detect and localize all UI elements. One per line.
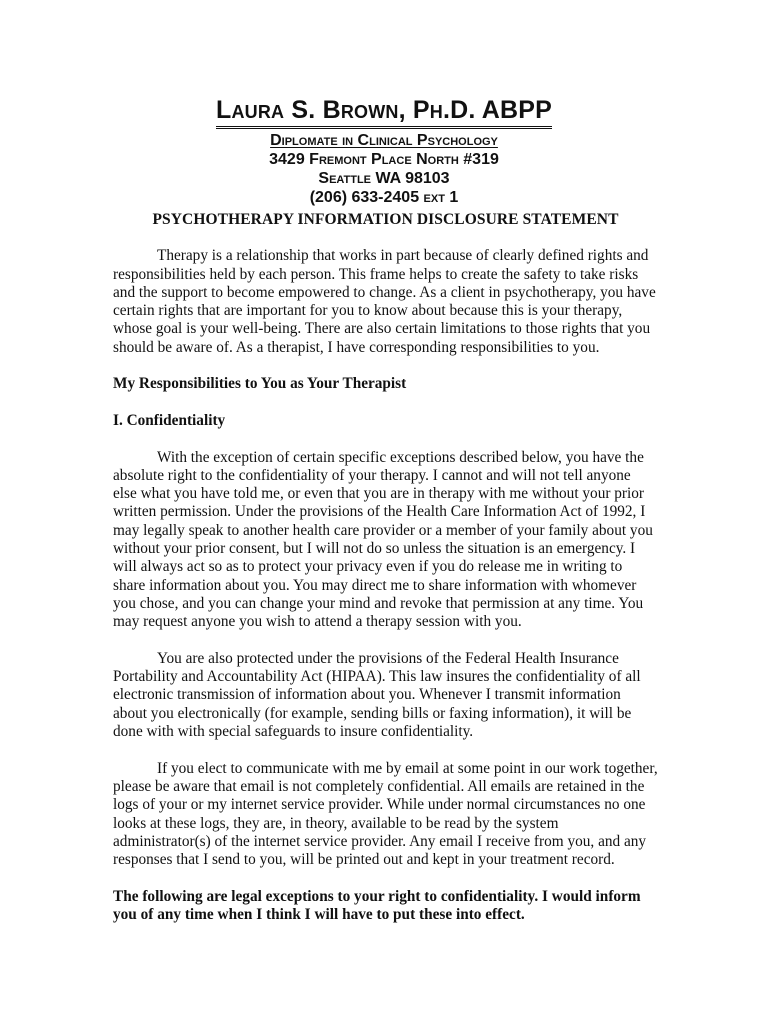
email-paragraph: If you elect to communicate with me by email at some point in our work together, please be aware that email is not completely confidential. All emails are retained in the logs of your or my internet service provider. While under normal circumstances no one looks at these logs, they are, in theory, available to be read by the system administrator(s) of the internet service provider. Any email I receive from you, and any responses that I send to you, will be printed out and kept in your treatment record.: [113, 759, 658, 869]
credential-row: [0, 129, 768, 150]
author-name: Laura S. Brown, Ph.D. ABPP: [216, 96, 552, 129]
section-heading: My Responsibilities to You as Your Therapist: [113, 375, 407, 393]
city-state-zip: Seattle WA 98103: [318, 170, 450, 187]
street-address: 3429 Fremont Place North #319: [269, 151, 499, 168]
phone-number: (206) 633-2405 ext 1: [309, 189, 459, 206]
hipaa-paragraph: You are also protected under the provisions of the Federal Health Insurance Portability and Accountability Act (HIPAA). This law insures the confidentiality of all electronic transmission of information about you. Whenever I transmit information about you electronically (for example, sending bills or faxing information), it will be done with with special safeguards to insure confidentiality.: [113, 649, 641, 741]
author-credential: Diplomate in Clinical Psychology: [270, 132, 498, 149]
document-title: PSYCHOTHERAPY INFORMATION DISCLOSURE STATEMENT: [152, 211, 619, 228]
letterhead-name-row: [0, 96, 768, 129]
exceptions-notice: The following are legal exceptions to your right to confidentiality. I would inform you of any time when I think I will have to put these into effect.: [113, 887, 641, 923]
confidentiality-paragraph: With the exception of certain specific exceptions described below, you have the absolute right to the confidentiality of your therapy. I cannot and will not tell anyone else what you have told me, or even that you are in therapy with me without your prior written permission. Under the provisions of the Health Care Information Act of 1992, I may legally speak to another health care provider or a member of your family about you without your prior consent, but I will not do so unless the situation is an emergency. I will always act so as to protect your privacy even if you do release me in writing to share information about you. You may direct me to share information with whomever you chose, and you can change your mind and revoke that permission at any time. You may request anyone you wish to attend a therapy session with you.: [113, 448, 653, 631]
document-body: [113, 211, 658, 924]
letterhead: [0, 96, 768, 207]
subsection-heading: I. Confidentiality: [113, 411, 226, 429]
intro-paragraph: Therapy is a relationship that works in part because of clearly defined rights and responsibilities held by each person. This frame helps to create the safety to take risks and the support to become empowered to change. As a client in psychotherapy, you have certain rights that are important for you to know about because this is your therapy, whose goal is your well-being. There are also certain limitations to those rights that you should be aware of. As a therapist, I have corresponding responsibilities to you.: [113, 247, 656, 356]
